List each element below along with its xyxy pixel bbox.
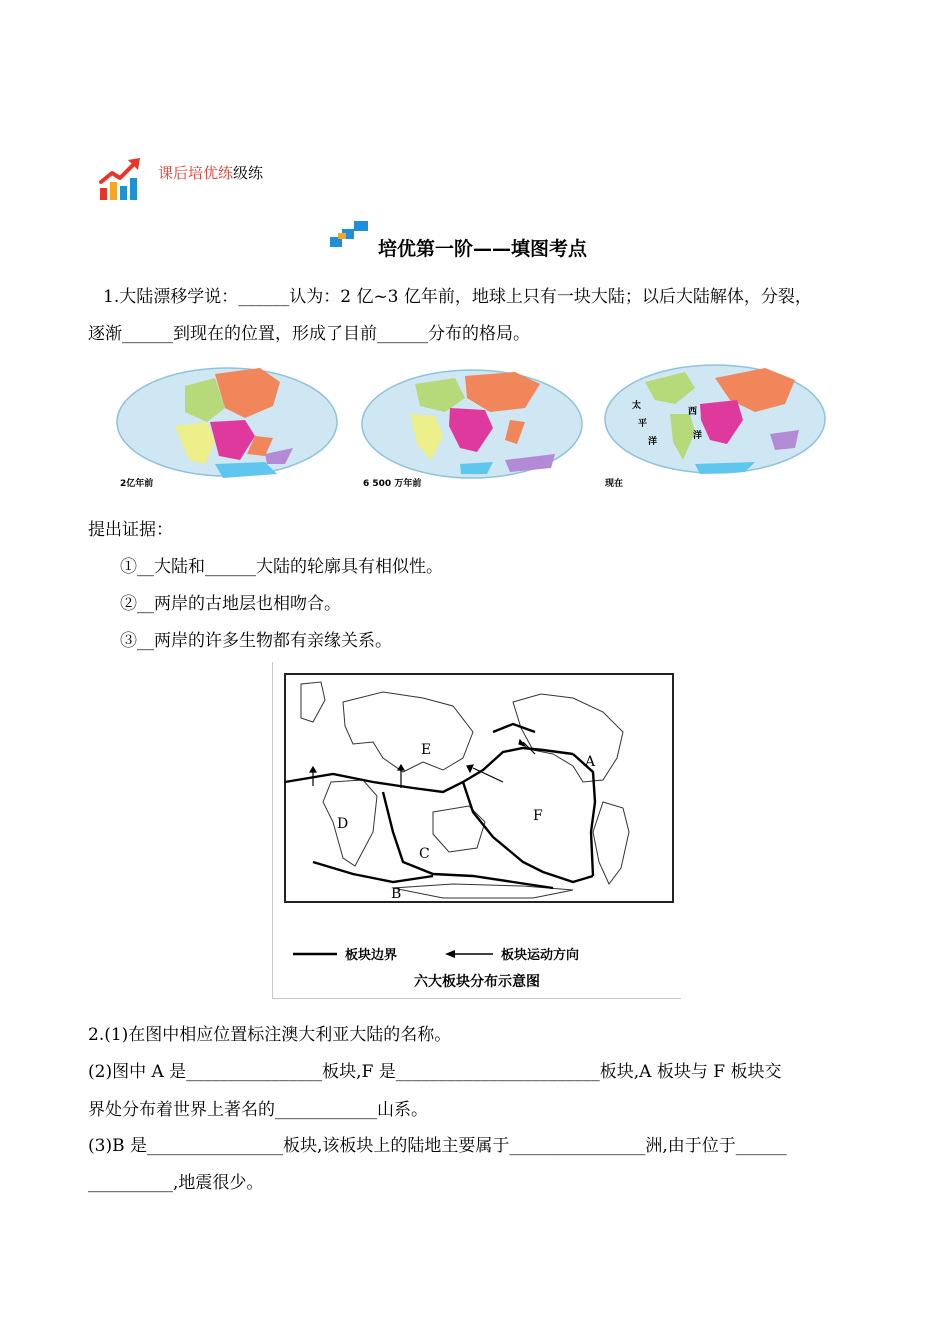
map-caption-2: 6 500 万年前 xyxy=(363,479,422,489)
ocean-label-4: 西 xyxy=(688,407,698,417)
section-title: 培优第一阶——填图考点 xyxy=(378,238,588,260)
evidence-item-2: ②__两岸的古地层也相吻合。 xyxy=(120,594,341,614)
plate-label-b: B xyxy=(391,886,402,902)
q2-line1: 2.(1)在图中相应位置标注澳大利亚大陆的名称。 xyxy=(88,1025,452,1045)
header-title-red: 课后培优练 xyxy=(158,164,234,182)
q1-line1: 1.大陆漂移学说：______认为：2 亿~3 亿年前，地球上只有一块大陆；以后大陆解体，分裂， xyxy=(103,287,812,307)
continental-drift-maps xyxy=(115,364,830,494)
legend-arrow-icon xyxy=(445,950,493,958)
header-title-black: 级练 xyxy=(233,164,264,182)
plate-label-d: D xyxy=(337,816,349,832)
map-caption-3: 现在 xyxy=(605,479,624,489)
ocean-label-3: 洋 xyxy=(648,437,658,447)
evidence-title: 提出证据： xyxy=(88,520,173,540)
plate-map-caption: 六大板块分布示意图 xyxy=(414,974,540,990)
steps-icon xyxy=(330,219,372,249)
plate-label-e: E xyxy=(421,742,432,758)
evidence-item-1: ①__大陆和______大陆的轮廓具有相似性。 xyxy=(120,557,443,577)
ocean-label-1: 太 xyxy=(632,401,642,411)
q1-line2: 逐渐______到现在的位置，形成了目前______分布的格局。 xyxy=(88,324,530,344)
map-200-million-years xyxy=(117,368,337,478)
growth-chart-icon xyxy=(98,156,144,202)
legend-arrow-label: 板块运动方向 xyxy=(501,948,580,963)
map-caption-1: 2亿年前 xyxy=(120,479,154,489)
plate-map-figure xyxy=(272,662,681,999)
legend-boundary-label: 板块边界 xyxy=(345,948,398,963)
header-title xyxy=(158,162,263,183)
plate-map-svg xyxy=(273,662,681,998)
q2-line4: (3)B 是________________板块,该板块上的陆地主要属于________________洲,由于位于______ xyxy=(88,1136,787,1156)
map-present xyxy=(605,365,825,474)
q2-line2: (2)图中 A 是________________板块,F 是________________________板块,A 板块与 F 板块交 xyxy=(88,1062,782,1082)
ocean-label-5: 洋 xyxy=(693,431,703,441)
evidence-item-3: ③__两岸的许多生物都有亲缘关系。 xyxy=(120,631,392,651)
plate-label-c: C xyxy=(419,846,430,862)
plate-label-a: A xyxy=(585,754,596,770)
q2-line5: __________,地震很少。 xyxy=(88,1173,264,1193)
q2-line3: 界处分布着世界上著名的____________山系。 xyxy=(88,1100,428,1120)
ocean-label-2: 平 xyxy=(638,419,648,429)
plate-label-f: F xyxy=(533,808,543,824)
map-65-million-years xyxy=(362,370,582,478)
